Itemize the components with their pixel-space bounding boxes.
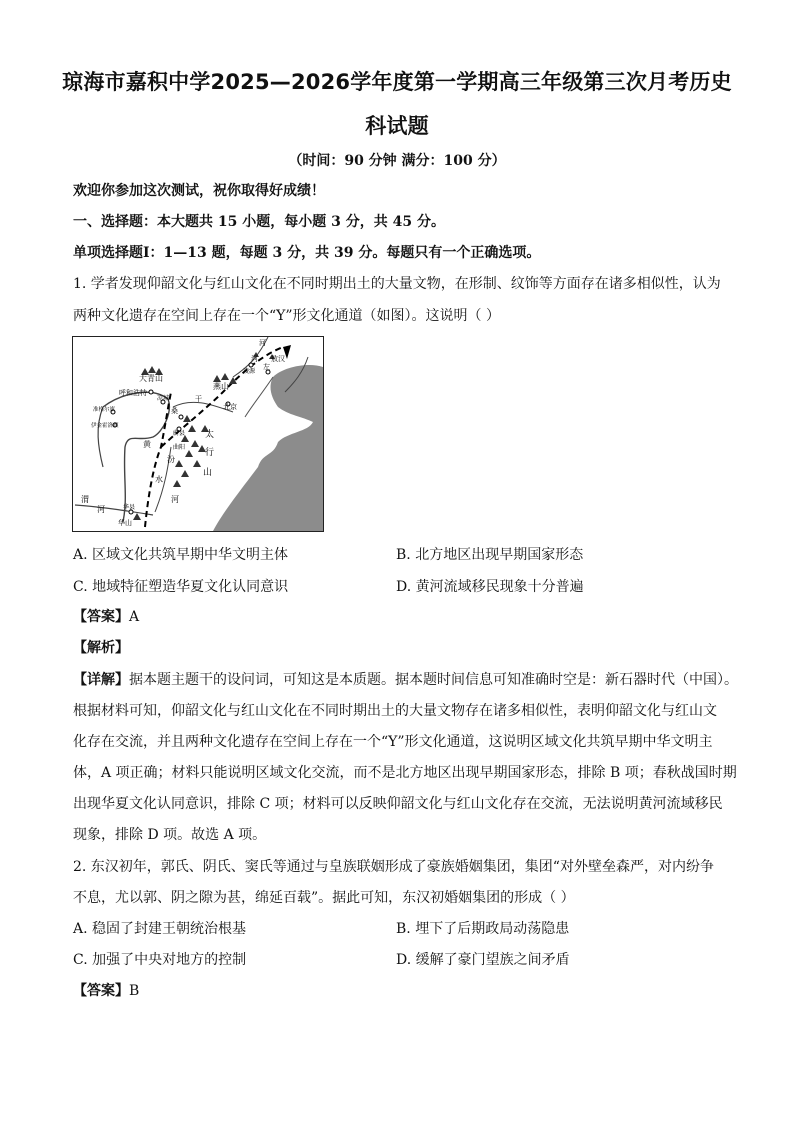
label-liangcheng: 凉城 [157, 395, 170, 402]
y-shaped-channel-map [72, 336, 324, 532]
label-he-low: 河 [171, 495, 179, 504]
q2-option-c: C. 加强了中央对地方的控制 [73, 952, 247, 968]
label-daqingshan: 大青山 [139, 374, 163, 383]
section-heading: 一、选择题：本大题共 15 小题，每小题 3 分，共 45 分。 [73, 214, 445, 230]
q1-detail-line4: 体，A 项正确；材料只能说明区域文化交流，而不是北方地区出现早期国家形态，排除 B 项；春秋战国时期 [73, 765, 737, 781]
label-weixian: 蔚县 [173, 430, 186, 437]
q2-answer-label: 【答案】 [73, 983, 129, 999]
label-tai: 太 [205, 430, 215, 440]
map-svg [73, 337, 323, 531]
q2-answer-value: B [129, 983, 140, 999]
label-huashan: 华山 [118, 519, 132, 527]
q1-answer-label: 【答案】 [73, 609, 129, 625]
label-yanshan: 燕山 [213, 382, 229, 391]
label-gan: 干 [195, 395, 202, 403]
label-lingyuan: 凌源 [243, 368, 256, 375]
label-huhehaote: 呼和浩特 [119, 389, 147, 397]
q2-option-a: A. 稳固了封建王朝统治根基 [73, 921, 247, 937]
q1-stem-line1: 1. 学者发现仰韶文化与红山文化在不同时期出土的大量文物，在形制、纹饰等方面存在诸多相似性，认为 [73, 276, 721, 292]
river-branch [98, 407, 103, 467]
q1-detail-line3: 化存在交流，并且两种文化遗存在空间上存在一个“Y”形文化通道，这说明区域文化共筑早期中华文明主 [73, 734, 713, 750]
label-quyang: 曲阳 [173, 444, 186, 451]
sea-area [213, 365, 323, 531]
label-huaxian: 华县 [123, 504, 136, 511]
exam-title-line1: 琼海市嘉积中学2025—2026学年度第一学期高三年级第三次月考历史 [62, 70, 732, 94]
q2-stem-line2: 不息，尤以郭、阴之隙为甚，绵延百载”。据此可知，东汉初婚姻集团的形成（ ） [73, 890, 575, 906]
exam-title-line2: 科试题 [365, 114, 429, 138]
label-sang: 桑 [171, 407, 178, 415]
label-hang: 行 [205, 448, 215, 458]
label-he-mid: 河 [251, 355, 258, 363]
q1-detail-line6: 现象，排除 D 项。故选 A 项。 [73, 827, 267, 843]
q2-answer-row [73, 981, 753, 1001]
q1-answer-value: A [129, 609, 140, 625]
q1-detail-label: 【详解】 [73, 672, 129, 688]
q1-option-a: A. 区域文化共筑早期中华文明主体 [73, 547, 289, 563]
label-wei: 渭 [81, 495, 89, 504]
q1-stem-line2: 两种文化遗存在空间上存在一个“Y”形文化通道（如图）。这说明（ ） [73, 308, 501, 324]
label-huang: 黄 [143, 440, 151, 449]
label-shan: 山 [203, 468, 213, 478]
q2-stem-line1: 2. 东汉初年，郭氏、阴氏、窦氏等通过与皇族联姻形成了豪族婚姻集团，集团“对外壁垒森严，对内纷争 [73, 859, 714, 875]
coastline [245, 377, 273, 417]
label-aohan: 敖汉 [271, 355, 285, 363]
q1-answer-row [73, 607, 753, 627]
label-zuo: 左 [263, 363, 270, 371]
q1-analysis-label: 【解析】 [73, 640, 129, 656]
q1-option-b: B. 北方地区出现早期国家形态 [396, 547, 584, 563]
q1-detail-text1: 据本题主题干的设问词，可知这是本质题。据本题时间信息可知准确时空是：新石器时代（中国）。 [129, 672, 738, 688]
q1-analysis-row [73, 638, 753, 658]
q1-detail-line2: 根据材料可知，仰韶文化与红山文化在不同时期出土的大量文物存在诸多相似性，表明仰韶文化与红山文 [73, 703, 717, 719]
q1-detail-line1 [73, 670, 753, 690]
q1-option-d: D. 黄河流域移民现象十分普遍 [396, 579, 584, 595]
label-he-wei: 河 [97, 505, 105, 514]
label-shui: 水 [155, 475, 163, 484]
label-fen: 汾 [167, 455, 175, 464]
exam-subtitle: （时间：90 分钟 满分：100 分） [288, 153, 506, 169]
label-he-top: 河 [259, 339, 266, 347]
welcome-text: 欢迎你参加这次测试，祝你取得好成绩！ [73, 183, 325, 199]
q1-detail-line5: 出现华夏文化认同意识，排除 C 项；材料可以反映仰韶文化与红山文化存在交流，无法说明黄河流域移民 [73, 796, 723, 812]
label-zhunge: 准格尔旗 [93, 407, 116, 413]
q2-option-b: B. 埋下了后期政局动荡隐患 [396, 921, 570, 937]
q1-option-c: C. 地域特征塑造华夏文化认同意识 [73, 579, 289, 595]
label-yijinhuoluo: 伊金霍洛旗 [91, 423, 119, 429]
wei-river [75, 505, 153, 515]
q2-option-d: D. 缓解了豪门望族之间矛盾 [396, 952, 570, 968]
subsection-heading: 单项选择题Ⅰ：1—13 题，每题 3 分，共 39 分。每题只有一个正确选项。 [73, 245, 541, 261]
label-beijing: 北京 [223, 403, 237, 411]
